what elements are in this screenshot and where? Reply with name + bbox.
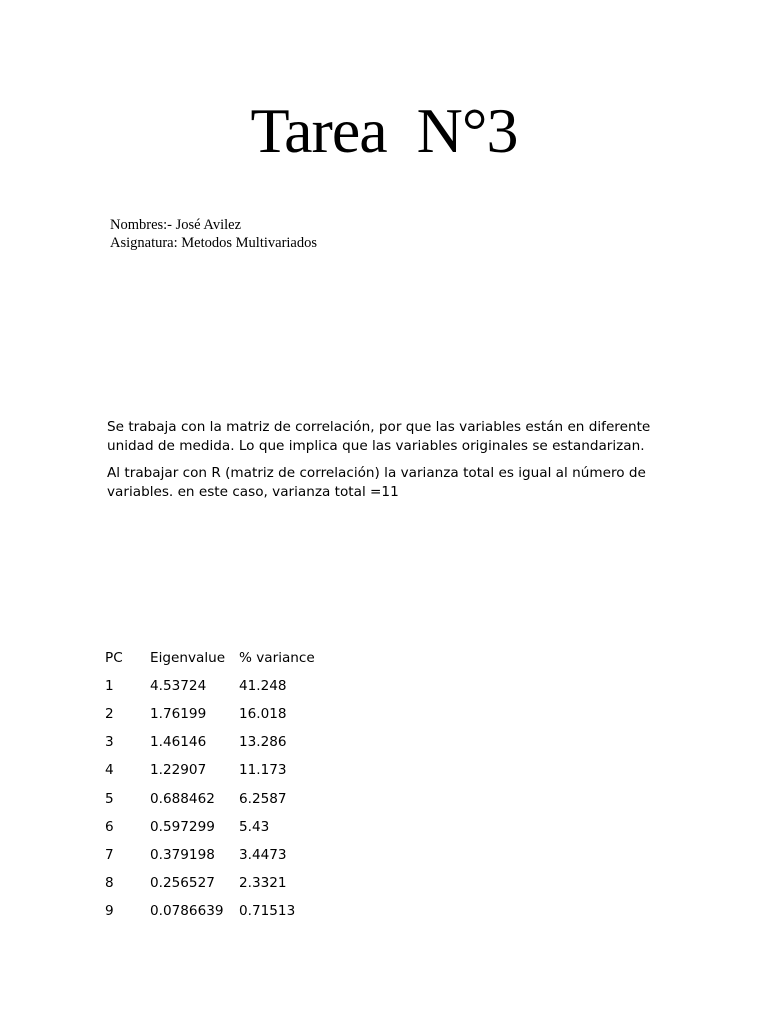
eigenvalue-table	[105, 644, 339, 925]
table-row	[105, 728, 339, 756]
eigenvalue: 1.46146	[150, 734, 207, 751]
header-pc: PC	[105, 650, 123, 667]
table-row	[105, 897, 339, 925]
table-row	[105, 784, 339, 812]
variance-percent: 16.018	[239, 706, 287, 723]
document-title: Tarea N°3	[250, 95, 518, 166]
pc-number: 1	[105, 678, 114, 695]
variance-percent: 41.248	[239, 678, 287, 695]
eigenvalue: 0.379198	[150, 846, 215, 863]
course-name: Asignatura: Metodos Multivariados	[110, 235, 318, 251]
table-row	[105, 756, 339, 784]
student-name: Nombres:- José Avilez	[110, 217, 242, 233]
eigenvalue: 1.22907	[150, 762, 207, 779]
eigenvalue: 1.76199	[150, 706, 207, 723]
pc-number: 2	[105, 706, 114, 723]
eigenvalue: 0.688462	[150, 790, 215, 807]
pc-number: 7	[105, 846, 114, 863]
pc-number: 8	[105, 874, 114, 891]
table-row	[105, 869, 339, 897]
author-info	[110, 216, 317, 252]
variance-percent: 6.2587	[239, 790, 287, 807]
pc-number: 4	[105, 762, 114, 779]
table-row	[105, 813, 339, 841]
pc-number: 9	[105, 902, 114, 919]
paragraph-total-variance: Al trabajar con R (matriz de correlación) la varianza total es igual al número de variables. en este caso, varianza total =11	[107, 465, 646, 500]
variance-percent: 0.71513	[239, 902, 296, 919]
eigenvalue: 0.0786639	[150, 902, 224, 919]
table-row	[105, 672, 339, 700]
table-header-row	[105, 644, 339, 672]
paragraph-correlation-matrix: Se trabaja con la matriz de correlación, por que las variables están en diferente unidad de medida. Lo que implica que las variables originales se estandarizan.	[107, 419, 651, 454]
variance-percent: 13.286	[239, 734, 287, 751]
variance-percent: 3.4473	[239, 846, 287, 863]
pc-number: 3	[105, 734, 114, 751]
pc-number: 6	[105, 818, 114, 835]
header-eigenvalue: Eigenvalue	[150, 650, 226, 667]
table-row	[105, 700, 339, 728]
eigenvalue: 0.256527	[150, 874, 215, 891]
eigenvalue: 4.53724	[150, 678, 207, 695]
variance-percent: 11.173	[239, 762, 287, 779]
eigenvalue: 0.597299	[150, 818, 215, 835]
variance-percent: 2.3321	[239, 874, 287, 891]
header-variance: % variance	[239, 650, 315, 667]
table-row	[105, 841, 339, 869]
pc-number: 5	[105, 790, 114, 807]
variance-percent: 5.43	[239, 818, 270, 835]
